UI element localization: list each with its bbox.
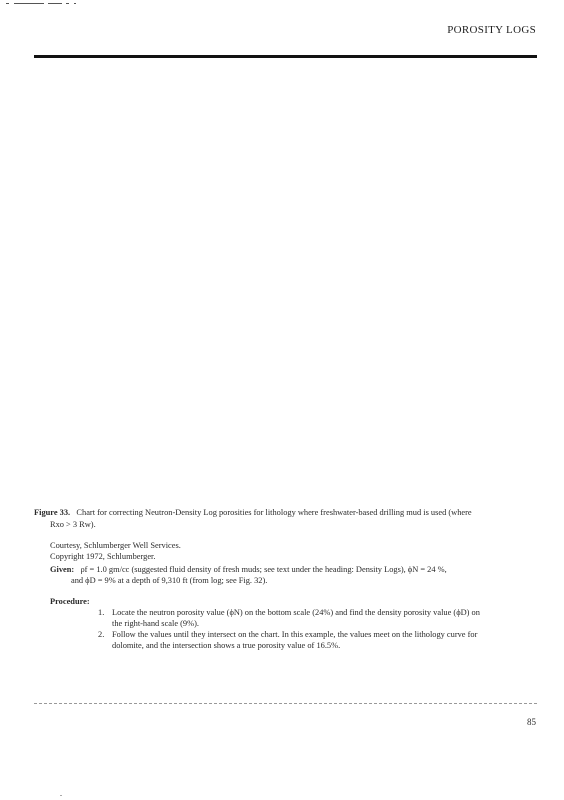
step-text: Locate the neutron porosity value (ϕN) on the bottom scale (24%) and find the density porosity value (ϕD) on: [112, 608, 480, 617]
procedure-label: Procedure:: [50, 597, 90, 606]
given-line-1: [50, 564, 534, 575]
given-block: [50, 564, 534, 586]
credits: [50, 540, 534, 562]
step-text: the right-hand scale (9%).: [112, 619, 199, 628]
running-head: POROSITY LOGS: [447, 24, 536, 36]
courtesy-line: Courtesy, Schlumberger Well Services.: [50, 541, 181, 550]
given-text: ρf = 1.0 gm/cc (suggested fluid density of fresh muds; see text under the heading: Density Logs), ϕN = 24 %,: [80, 565, 447, 574]
copyright-line: Copyright 1972, Schlumberger.: [50, 552, 156, 561]
header-rule: [34, 55, 537, 58]
caption-line-2: Rxo > 3 Rw).: [50, 520, 96, 529]
page-number: 85: [527, 717, 536, 727]
procedure-step: [98, 607, 534, 629]
caption-text: Chart for correcting Neutron-Density Log porosities for lithology where freshwater-based drilling mud is used (where: [76, 508, 472, 517]
step-text: dolomite, and the intersection shows a true porosity value of 16.5%.: [112, 641, 341, 650]
given-line-2: and ϕD = 9% at a depth of 9,310 ft (from log; see Fig. 32).: [71, 576, 268, 585]
procedure-step: [98, 629, 534, 651]
step-number: 2.: [98, 630, 105, 639]
procedure-block: [50, 596, 534, 651]
step-number: 1.: [98, 608, 105, 617]
figure-label: Figure 33.: [34, 508, 71, 517]
figure-caption: [34, 507, 534, 531]
procedure-steps: [50, 607, 534, 651]
step-text: Follow the values until they intersect on the chart. In this example, the values meet on the lithology curve for: [112, 630, 478, 639]
footer-rule: [34, 703, 537, 704]
given-label: Given:: [50, 565, 75, 574]
scan-artifact: [6, 3, 86, 5]
scan-speck: [60, 795, 62, 796]
caption-line-1: [34, 507, 534, 519]
